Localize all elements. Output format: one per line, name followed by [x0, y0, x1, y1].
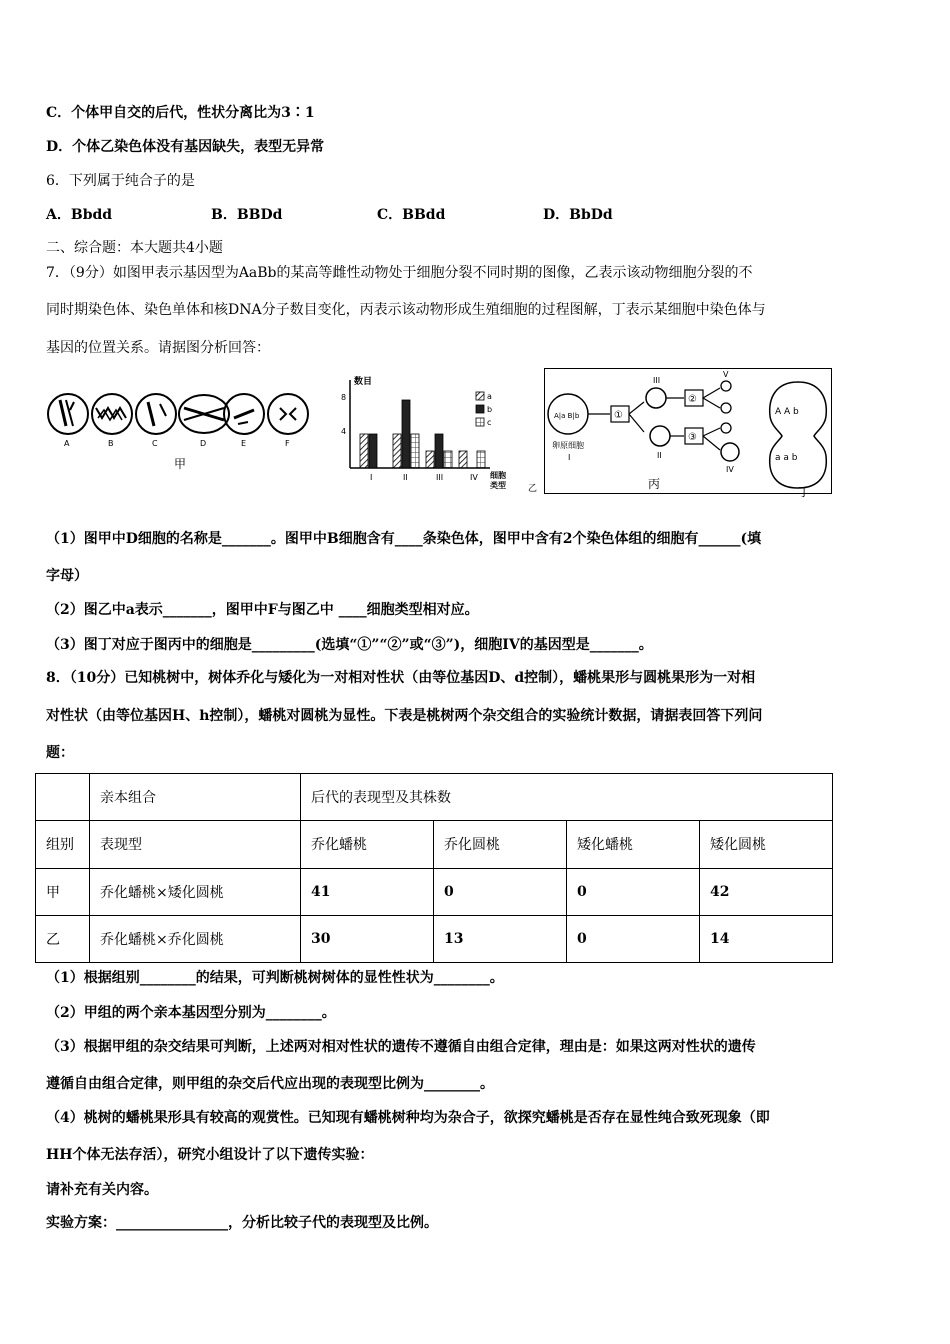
- stage-label-2: II: [657, 451, 662, 460]
- figure-yi: [330, 372, 548, 492]
- q7-sub1-line1: （1）图甲中D细胞的名称是_______。图甲中B细胞含有____条染色体，图甲中含有2个染色体组的细胞有______(填: [46, 531, 762, 547]
- x-axis-title-2: 类型: [490, 481, 506, 490]
- cell-label-f: F: [285, 439, 290, 448]
- row-value: 30: [301, 915, 434, 962]
- section-heading: 二、综合题：本大题共4小题: [46, 240, 223, 256]
- figure-ding: [760, 376, 836, 498]
- bar-b-type-2: [402, 400, 410, 468]
- q6-option-b: B．BBDd: [211, 207, 283, 223]
- row-value: 42: [700, 868, 833, 915]
- header-offspring: 后代的表现型及其株数: [301, 774, 833, 821]
- row-value: 0: [567, 868, 700, 915]
- row-value: 0: [567, 915, 700, 962]
- cell-b: [92, 394, 132, 434]
- x-category-4: IV: [470, 473, 478, 482]
- figure-jia-caption: 甲: [174, 457, 187, 471]
- figure-yi-caption: 乙: [528, 484, 538, 492]
- oogonium-label: 卵原细胞: [552, 441, 584, 450]
- bar-a-type-3: [426, 451, 434, 468]
- q7-sub2: （2）图乙中a表示_______，图甲中F与图乙中 ____细胞类型相对应。: [46, 602, 479, 618]
- table-header-row-1: [36, 774, 833, 821]
- bar-b-type-3: [435, 434, 443, 468]
- cell-label-b: B: [108, 439, 114, 448]
- q7-stem-line3: 基因的位置关系。请据图分析回答：: [46, 340, 270, 356]
- row-value: 13: [434, 915, 567, 962]
- q8-sub4-line3: 请补充有关内容。: [46, 1182, 158, 1198]
- table-row: [36, 868, 833, 915]
- header-group: 组别: [36, 821, 90, 868]
- x-category-3: III: [436, 473, 444, 482]
- row-cross: 乔化蟠桃×乔化圆桃: [90, 915, 301, 962]
- egg-cell-iv: [721, 443, 739, 461]
- y-tick-8: 8: [341, 393, 347, 402]
- row-value: 41: [301, 868, 434, 915]
- step-label-3: ③: [688, 432, 697, 443]
- q8-sub2: （2）甲组的两个亲本基因型分别为________。: [46, 1005, 336, 1021]
- step-label-2: ②: [688, 394, 697, 405]
- primary-cell-iii: [646, 388, 666, 408]
- cell-label-d: D: [200, 439, 207, 448]
- row-value: 0: [434, 868, 567, 915]
- y-axis-title: 数目: [354, 377, 373, 387]
- polar-body-1: [721, 381, 731, 391]
- table-row: [36, 915, 833, 962]
- cross-results-table: [35, 773, 833, 963]
- figure-bing-caption: 丙: [648, 477, 661, 491]
- bar-b-type-1: [369, 434, 377, 468]
- row-group: 甲: [36, 868, 90, 915]
- cell-a: [48, 394, 88, 434]
- q6-option-c: C．BBdd: [377, 207, 446, 223]
- row-group: 乙: [36, 915, 90, 962]
- row-value: 14: [700, 915, 833, 962]
- q8-stem-line2: 对性状（由等位基因H、h控制），蟠桃对圆桃为显性。下表是桃树两个杂交组合的实验统计数据，请据表回答下列问: [46, 708, 763, 724]
- oogonium-genes: A|a B|b: [554, 412, 580, 420]
- x-category-1: I: [370, 473, 373, 482]
- q8-sub1: （1）根据组别________的结果，可判断桃树树体的显性性状为________。: [46, 970, 504, 986]
- header-col-3: 矮化蟠桃: [567, 821, 700, 868]
- x-axis-title-1: 细胞: [490, 471, 506, 480]
- q7-sub3: （3）图丁对应于图丙中的细胞是_________(选填“①”“②”或“③”)，细胞IV的基因型是_______。: [46, 637, 653, 653]
- step-label-1: ①: [614, 410, 623, 421]
- q5-option-d: D．个体乙染色体没有基因缺失，表型无异常: [46, 139, 325, 155]
- cell-label-a: A: [64, 439, 70, 448]
- cell-d: [179, 395, 229, 433]
- q5-option-c: C．个体甲自交的后代，性状分离比为3∶1: [46, 105, 315, 121]
- secondary-cell-ii: [650, 426, 670, 446]
- genes-top: A A b: [775, 407, 799, 417]
- q8-sub3-line1: （3）根据甲组的杂交结果可判断，上述两对相对性状的遗传不遵循自由组合定律，理由是：如果这两对性状的遗传: [46, 1039, 756, 1055]
- q7-stem-line1: 7．（9分）如图甲表示基因型为AaBb的某高等雌性动物处于细胞分裂不同时期的图像，乙表示该动物细胞分裂的不: [46, 265, 753, 281]
- q6-option-a: A．Bbdd: [46, 207, 113, 223]
- x-category-2: II: [403, 473, 408, 482]
- y-tick-4: 4: [341, 427, 347, 436]
- cell-f: [268, 394, 308, 434]
- legend-label-c: c: [487, 418, 492, 427]
- cell-label-e: E: [241, 439, 247, 448]
- legend-swatch-c: [476, 418, 484, 426]
- q8-stem-line3: 题：: [46, 745, 74, 761]
- q6-stem: 6．下列属于纯合子的是: [46, 173, 195, 189]
- genes-bottom: a a b: [775, 453, 798, 463]
- stage-label-4: IV: [726, 465, 734, 474]
- q8-sub3-line2: 遵循自由组合定律，则甲组的杂交后代应出现的表现型比例为________。: [46, 1076, 494, 1092]
- table-header-row-2: [36, 821, 833, 868]
- table-corner-cell: [36, 774, 90, 821]
- bar-c-type-3: [444, 451, 452, 468]
- q8-sub4-line4: 实验方案：________________，分析比较子代的表现型及比例。: [46, 1215, 438, 1231]
- bar-c-type-2: [411, 434, 419, 468]
- polar-body-3: [721, 423, 731, 433]
- cell-label-c: C: [152, 439, 158, 448]
- header-parent-combo: 亲本组合: [90, 774, 301, 821]
- polar-body-2: [721, 403, 731, 413]
- header-col-1: 乔化蟠桃: [301, 821, 434, 868]
- q8-sub4-line2: HH个体无法存活），研究小组设计了以下遗传实验：: [46, 1147, 374, 1163]
- header-phenotype: 表现型: [90, 821, 301, 868]
- bar-c-type-4: [477, 451, 485, 468]
- q6-option-d: D．BbDd: [543, 207, 613, 223]
- q7-sub1-line2: 字母）: [46, 568, 88, 584]
- figure-ding-caption: 丁: [798, 485, 811, 498]
- stage-label-1: I: [568, 453, 571, 462]
- q8-stem-line1: 8．（10分）已知桃树中，树体乔化与矮化为一对相对性状（由等位基因D、d控制），蟠桃果形与圆桃果形为一对相: [46, 670, 756, 686]
- bar-a-type-1: [360, 434, 368, 468]
- oogonium-cell: [548, 394, 588, 434]
- cell-c: [136, 394, 176, 434]
- figure-jia: [44, 388, 310, 473]
- q8-sub4-line1: （4）桃树的蟠桃果形具有较高的观赏性。已知现有蟠桃树种均为杂合子，欲探究蟠桃是否存在显性纯合致死现象（即: [46, 1110, 770, 1126]
- stage-label-5: V: [723, 370, 729, 379]
- dividing-cell: [770, 382, 827, 488]
- header-col-4: 矮化圆桃: [700, 821, 833, 868]
- bar-a-type-2: [393, 434, 401, 468]
- legend-label-b: b: [487, 405, 493, 414]
- legend-swatch-b: [476, 405, 484, 413]
- legend-label-a: a: [487, 392, 492, 401]
- legend-swatch-a: [476, 392, 484, 400]
- bar-a-type-4: [459, 451, 467, 468]
- row-cross: 乔化蟠桃×矮化圆桃: [90, 868, 301, 915]
- header-col-2: 乔化圆桃: [434, 821, 567, 868]
- stage-label-3: III: [653, 376, 661, 385]
- q7-stem-line2: 同时期染色体、染色单体和核DNA分子数目变化，丙表示该动物形成生殖细胞的过程图解，丁表示某细胞中染色体与: [46, 302, 766, 318]
